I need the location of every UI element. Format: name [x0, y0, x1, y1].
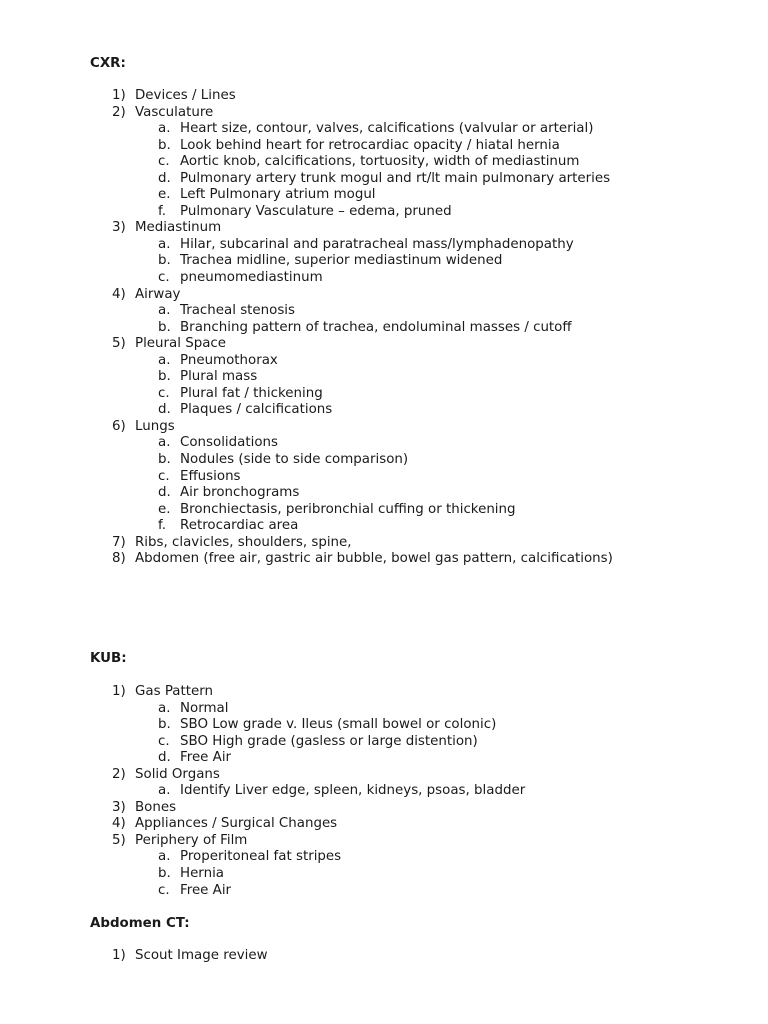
sub-item-letter: f. [158, 518, 166, 534]
sub-item-letter: b. [158, 866, 171, 882]
sub-item-label: Effusions [180, 468, 241, 484]
item-number: 2) [112, 104, 126, 120]
item-label: Scout Image review [135, 948, 268, 963]
item-number: 8) [112, 551, 126, 567]
sub-item-letter: e. [158, 187, 171, 203]
item-label: Lungs [135, 418, 175, 434]
item-label: Periphery of Film [135, 832, 248, 848]
item-number: 6) [112, 418, 126, 434]
sub-item-label: Identify Liver edge, spleen, kidneys, psoas, bladder [180, 783, 526, 799]
sub-item-letter: d. [158, 170, 171, 186]
sub-item-letter: a. [158, 236, 171, 252]
sub-item-label: Trachea midline, superior mediastinum widened [180, 253, 503, 269]
sub-item-letter: e. [158, 501, 171, 517]
item-number: 1) [112, 88, 126, 103]
sub-item-label: Plural fat / thickening [180, 385, 323, 401]
item-number: 7) [112, 534, 126, 550]
sub-item-letter: a. [158, 352, 171, 368]
sub-item-letter: c. [158, 733, 170, 749]
sub-item-letter: c. [158, 468, 170, 484]
sub-item-letter: a. [158, 303, 171, 319]
item-number: 4) [112, 816, 126, 832]
sub-item-label: Free Air [180, 882, 232, 898]
sub-item-letter: a. [158, 121, 171, 137]
sub-item-letter: c. [158, 154, 170, 170]
sub-item-label: Branching pattern of trachea, endoluminal masses / cutoff [180, 319, 572, 335]
sub-item-label: Free Air [180, 750, 232, 766]
sub-item-label: pneumomediastinum [180, 270, 323, 286]
item-number: 4) [112, 286, 126, 302]
item-label: Ribs, clavicles, shoulders, spine, [135, 534, 352, 550]
sub-item-letter: c. [158, 385, 170, 401]
sub-item-letter: b. [158, 137, 171, 153]
item-label: Mediastinum [135, 220, 222, 236]
sub-item-letter: b. [158, 717, 171, 733]
sub-item-label: Hernia [180, 866, 224, 882]
sub-item-letter: b. [158, 452, 171, 468]
item-label: Abdomen (free air, gastric air bubble, bowel gas pattern, calcifications) [135, 551, 613, 567]
sub-item-label: Normal [180, 700, 229, 716]
sub-item-letter: a. [158, 783, 171, 799]
section-heading-cxr: CXR: [90, 56, 126, 71]
sub-item-label: Hilar, subcarinal and paratracheal mass/lymphadenopathy [180, 236, 574, 252]
sub-item-letter: b. [158, 319, 171, 335]
item-label: Pleural Space [135, 336, 227, 352]
sub-item-letter: a. [158, 435, 171, 451]
item-label: Solid Organs [135, 766, 220, 782]
sub-item-label: Left Pulmonary atrium mogul [180, 187, 376, 203]
item-number: 5) [112, 336, 126, 352]
sub-item-label: Properitoneal fat stripes [180, 849, 342, 865]
sub-item-label: Nodules (side to side comparison) [180, 452, 409, 468]
item-label: Devices / Lines [135, 88, 236, 103]
item-label: Appliances / Surgical Changes [135, 816, 338, 832]
sub-item-label: SBO High grade (gasless or large distention) [180, 733, 478, 749]
sub-item-label: Aortic knob, calcifications, tortuosity, width of mediastinum [180, 154, 580, 170]
item-number: 3) [112, 220, 126, 236]
sub-item-letter: d. [158, 750, 171, 766]
section-heading-kub: KUB: [90, 651, 127, 666]
sub-item-label: SBO Low grade v. Ileus (small bowel or colonic) [180, 717, 497, 733]
sub-item-letter: a. [158, 700, 171, 716]
sub-item-letter: d. [158, 402, 171, 418]
sub-item-label: Air bronchograms [180, 485, 300, 501]
item-label: Bones [135, 799, 177, 815]
sub-item-label: Pneumothorax [180, 352, 278, 368]
sub-item-letter: b. [158, 253, 171, 269]
sub-item-letter: b. [158, 369, 171, 385]
item-label: Gas Pattern [135, 684, 213, 699]
sub-item-letter: f. [158, 203, 166, 219]
item-number: 5) [112, 832, 126, 848]
item-label: Airway [135, 286, 181, 302]
sub-item-letter: c. [158, 270, 170, 286]
item-number: 1) [112, 948, 126, 963]
item-label: Vasculature [135, 104, 214, 120]
sub-item-label: Look behind heart for retrocardiac opacity / hiatal hernia [180, 137, 560, 153]
sub-item-label: Plaques / calcifications [180, 402, 333, 418]
sub-item-label: Pulmonary Vasculature – edema, pruned [180, 203, 452, 219]
sub-item-label: Retrocardiac area [180, 518, 299, 534]
sub-item-letter: c. [158, 882, 170, 898]
section-heading-abdomen-ct: Abdomen CT: [90, 916, 190, 931]
sub-item-letter: a. [158, 849, 171, 865]
sub-item-label: Pulmonary artery trunk mogul and rt/lt main pulmonary arteries [180, 170, 611, 186]
sub-item-label: Consolidations [180, 435, 278, 451]
item-number: 1) [112, 684, 126, 699]
sub-item-label: Tracheal stenosis [180, 303, 296, 319]
sub-item-label: Heart size, contour, valves, calcifications (valvular or arterial) [180, 121, 594, 137]
item-number: 2) [112, 766, 126, 782]
sub-item-label: Plural mass [180, 369, 258, 385]
item-number: 3) [112, 799, 126, 815]
sub-item-letter: d. [158, 485, 171, 501]
sub-item-label: Bronchiectasis, peribronchial cuffing or thickening [180, 501, 516, 517]
